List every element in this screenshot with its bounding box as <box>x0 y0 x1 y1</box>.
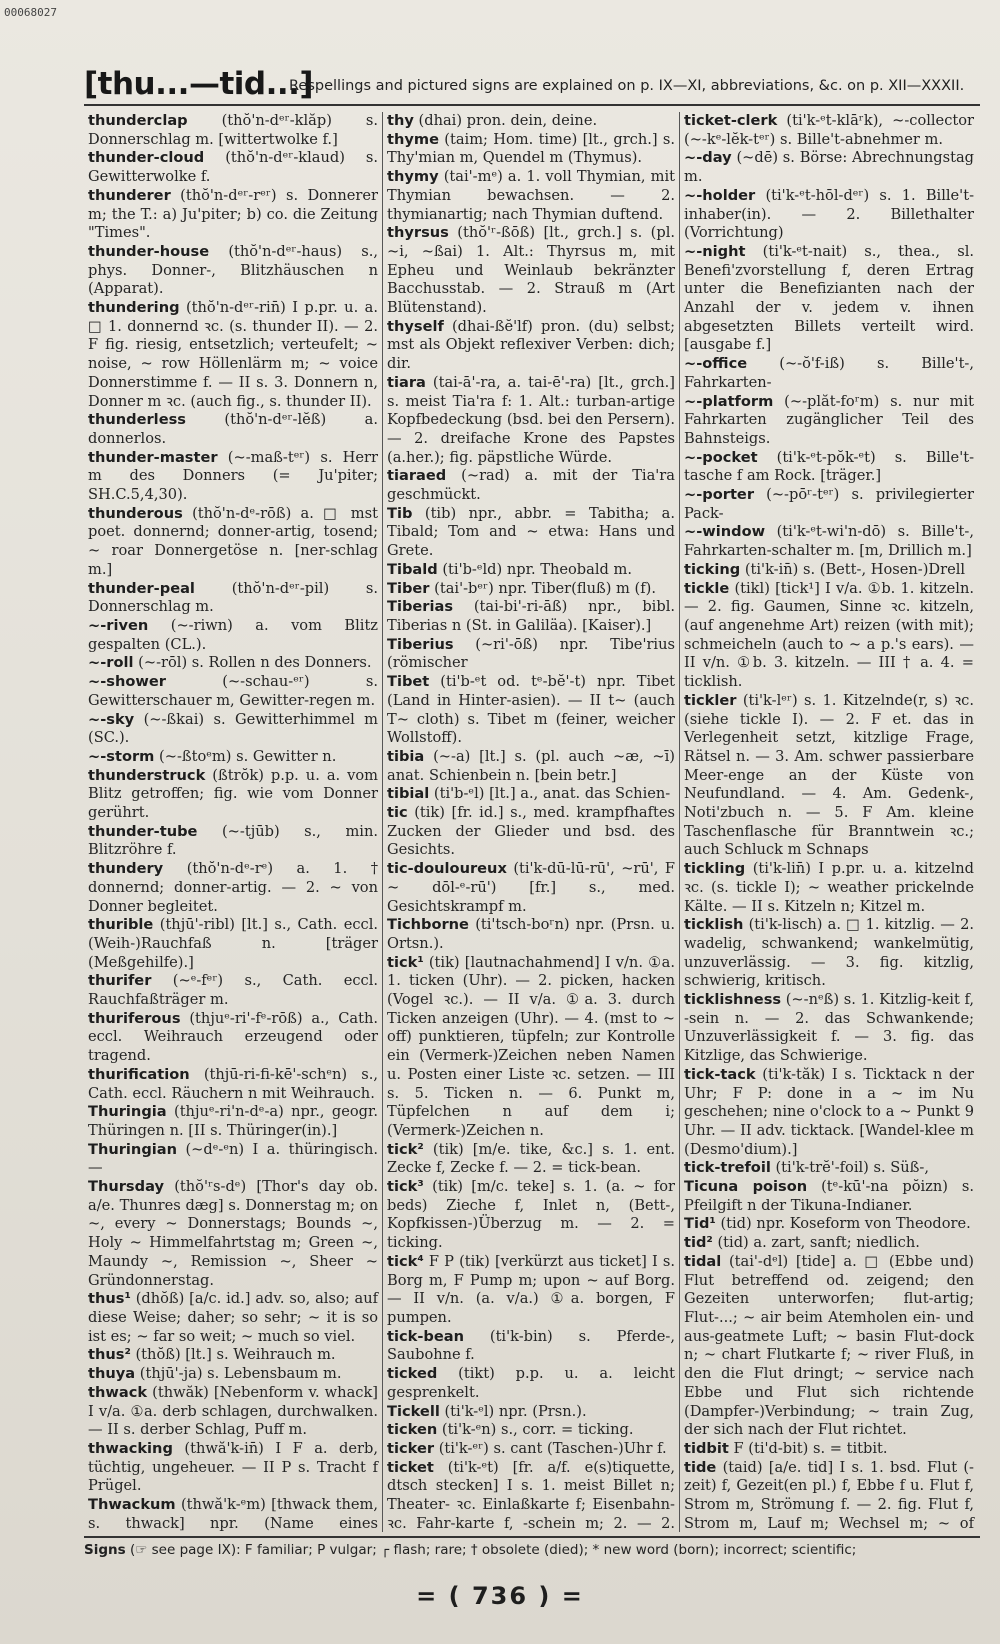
headword: thwack <box>88 1383 148 1401</box>
dictionary-entry <box>387 1421 675 1440</box>
definition: (dhai-ßĕ'lf) pron. (du) selbst; mst als Objekt reflexiver Verben: dich; dir. <box>387 317 675 373</box>
headword: Tibet <box>387 673 430 691</box>
headword: tick⁴ <box>387 1252 424 1270</box>
definition: (tik) [lautnachahmend] I v/n. ①a. 1. ticken (Uhr). — 2. picken, hacken (Vogel ꝛc.). — II v/a. ①a. 3. durch Ticken anzeigen (Uhr). — 4. (mst to ~ off) punktieren, tüpfeln; zur Kontrolle ein (Vermerk-)Zeichen neben Namen u. Posten einer Liste ꝛc. setzen. — III s. 5. Ticken n. — 6. Punkt m, Tüpfelchen n auf dem i; (Vermerk-)Zeichen n. <box>387 953 675 1139</box>
dictionary-entry <box>88 112 378 149</box>
dictionary-entry <box>88 1141 378 1178</box>
definition: (thjuᵉ-ri'-fᵉ-rōß) a., Cath. eccl. Weihrauch erzeugend oder tragend. <box>88 1009 379 1065</box>
footer-rule <box>84 1536 980 1538</box>
dictionary-entry <box>387 804 675 860</box>
definition: (dhai) pron. dein, deine. <box>418 112 598 129</box>
headword: ~-office <box>684 355 748 373</box>
headword: ~-day <box>684 149 732 167</box>
headword: thunderclap <box>88 112 188 129</box>
headword: tibia <box>387 747 425 765</box>
headword: thunder-house <box>88 242 210 260</box>
dictionary-entry <box>88 1290 378 1346</box>
headword: ticked <box>387 1365 438 1383</box>
dictionary-entry <box>684 1440 974 1459</box>
definition: (tai-bi'-ri-āß) npr., bibl. Tiberias n (St. in Galiläa). [Kaiser).] <box>387 598 675 634</box>
headword: thurification <box>88 1065 190 1083</box>
definition: (ti'b-ᵉld) npr. Theobald m. <box>442 560 632 578</box>
headword: Thursday <box>88 1178 164 1196</box>
headword: Thuringian <box>88 1140 178 1158</box>
definition: (thŏ'n-dᵉʳ-rᵉʳ) s. Donnerer m; the T.: a) Ju'piter; b) co. die Zeitung "Times". <box>88 186 378 242</box>
definition: (~-plăt-foʳm) s. nur mit Fahrkarten zugänglicher Teil des Bahnsteigs. <box>684 392 974 447</box>
definition: (thŏ'n-dᵉʳ-lĕß) a. donnerlos. <box>88 411 378 447</box>
headword: thundery <box>88 860 164 878</box>
dictionary-entry <box>88 972 378 1009</box>
headword: thurifer <box>88 972 152 990</box>
dictionary-entry <box>88 1365 378 1384</box>
dictionary-entry <box>88 187 378 243</box>
definition: (dhŏß) [a/c. id.] adv. so, also; auf diese Weise; daher; so sehr; ~ it is so ist es; ~ far so weit; ~ much so viel. <box>88 1290 378 1345</box>
headword: thyrsus <box>387 224 449 242</box>
headword: thymy <box>387 168 439 186</box>
dictionary-entry <box>88 767 378 823</box>
headword: tic <box>387 804 408 822</box>
headword: ticklish <box>684 916 744 934</box>
definition: (ti'k-ᵉt-pŏk-ᵉt) s. Bille't-tasche f am Rock. [träger.] <box>684 448 974 485</box>
definition: (ti'k-in̄) s. (Bett-, Hosen-)Drell <box>744 560 966 578</box>
headword: Tiberias <box>387 598 454 616</box>
definition: (ti'b-ᵉl) [lt.] a., anat. das Schien- <box>433 785 671 803</box>
dictionary-entry <box>88 673 378 710</box>
dictionary-entry <box>88 449 378 505</box>
dictionary-entry <box>387 131 675 168</box>
headword: thundering <box>88 299 180 317</box>
dictionary-entry <box>387 673 675 748</box>
definition: (~-pōʳ-tᵉʳ) s. privilegierter Pack- <box>684 486 974 522</box>
headword: thy <box>387 112 414 129</box>
definition: (ßtrŏk) p.p. u. a. vom Blitz getroffen; fig. wie vom Donner gerührt. <box>88 766 379 822</box>
headword: ~-riven <box>88 616 149 634</box>
page-number: = ( 736 ) = <box>416 1582 584 1610</box>
definition: (ti'tsch-boʳn) npr. (Prsn. u. Ortsn.). <box>387 916 676 952</box>
definition: (thŏ'n-dᵉ-rōß) a. □ mst poet. donnernd; donner-artig, tosend; ~ roar Donnergetöse n. [ner-schlag m.] <box>88 504 379 578</box>
definition: (ti'k-tăk) I s. Ticktack n der Uhr; F P: done in a ~ im Nu geschehen; nine o'clock to a ~ Punkt 9 Uhr. — II adv. ticktack. [Wandel-klee m (Desmo'dium).] <box>684 1065 974 1158</box>
definition: (~-tjūb) s., min. Blitzröhre f. <box>88 822 379 859</box>
definition: (ti'k-bin) s. Pferde-, Saubohne f. <box>387 1327 675 1364</box>
dictionary-entry <box>387 467 675 504</box>
signs-text: see page IX): F familiar; P vulgar; ┌ flash; rare; † obsolete (died); * new word (born); incorrect; scientific; <box>151 1542 857 1558</box>
dictionary-entry <box>684 523 974 560</box>
definition: (~-a) [lt.] s. (pl. auch ~æ, ~ī) anat. Schienbein n. [bein betr.] <box>387 747 675 784</box>
scan-id: 00068027 <box>4 6 57 19</box>
dictionary-entry <box>684 916 974 991</box>
definition: (~-ßtoᵉm) s. Gewitter n. <box>159 747 337 765</box>
signs-legend <box>84 1542 980 1558</box>
dictionary-entry <box>387 505 675 561</box>
dictionary-entry <box>684 112 974 149</box>
dictionary-entry <box>387 954 675 1141</box>
dictionary-entry <box>88 1178 378 1290</box>
dictionary-entry <box>387 1178 675 1253</box>
dictionary-entry <box>684 1159 974 1178</box>
definition: (thŏ'n-dᵉʳ-klăp) s. Donnerschlag m. [wittertwolke f.] <box>88 112 378 148</box>
headword: ticklishness <box>684 991 782 1009</box>
dictionary-entry <box>387 636 675 673</box>
headword: thyme <box>387 130 439 148</box>
definition: (ti'k-ᵉt-wi'n-dō) s. Bille't-, Fahrkarten-schalter m. [m, Drillich m.] <box>684 523 974 560</box>
definition: (taim; Hom. time) [lt., grch.] s. Thy'mian m, Quendel m (Thymus). <box>387 130 676 167</box>
guide-words: [thu...—tid...] <box>84 66 314 102</box>
definition: (tib) npr., abbr. = Tabitha; a. Tibald; Tom and ~ etwa: Hans und Grete. <box>387 504 675 560</box>
headword: tickling <box>684 860 746 878</box>
page-header <box>84 66 984 102</box>
definition: (thŏ'n-dᵉʳ-klaud) s. Gewitterwolke f. <box>88 149 378 186</box>
headword: thus² <box>88 1346 131 1364</box>
dictionary-entry <box>684 580 974 692</box>
headword: Thuringia <box>88 1103 167 1121</box>
definition: (thŏ'ʳs-dᵉ) [Thor's day ob. a/e. Thunres dæg] s. Donnerstag m; on ~, every ~ Donnerstags; Bounds ~, Holy ~ Himmelfahrtstag m; Green ~, Maundy ~, Remission ~, Sheer ~ Gründonnerstag. <box>88 1178 378 1289</box>
headword: tiaraed <box>387 467 447 485</box>
headword: Tid¹ <box>684 1215 716 1233</box>
dictionary-entry <box>88 580 378 617</box>
headword: tibial <box>387 785 430 803</box>
dictionary-entry <box>387 561 675 580</box>
dictionary-entry <box>684 1253 974 1440</box>
headword: Tichborne <box>387 916 469 934</box>
headword: ~-night <box>684 242 746 260</box>
definition: (taid) [a/e. tid] I s. 1. bsd. Flut (-zeit) f, Gezeit(en pl.) f, Ebbe f u. Flut f, Strom m, Strömung f. — 2. fig. Flut f, Strom m, Lauf m; Wechsel m; ~ of <box>684 1458 974 1532</box>
definition: (tᵉ-kū'-na pŏizn) s. Pfeilgift n der Tikuna-Indianer. <box>684 1178 974 1214</box>
dictionary-entry <box>387 374 675 468</box>
definition: (~rad) a. mit der Tia'ra geschmückt. <box>387 467 675 504</box>
definition: (tik) [m/e. tike, &c.] s. 1. ent. Zecke f, Zecke f. — 2. = tick-bean. <box>387 1140 676 1177</box>
headword: ticking <box>684 560 741 578</box>
dictionary-entry <box>387 1440 675 1459</box>
dictionary-entry <box>387 224 675 318</box>
headword: ~-shower <box>88 673 166 691</box>
dictionary-entry <box>88 1103 378 1140</box>
definition: (thŏ'ʳ-ßōß) [lt., grch.] s. (pl. ~i, ~ßai) 1. Alt.: Thyrsus m, mit Epheu und Weinlaub bekränzter Bacchusstab. — 2. Strauß m (Art Blütenstand). <box>387 224 676 317</box>
dictionary-entry <box>684 860 974 916</box>
dictionary-entry <box>88 654 378 673</box>
dictionary-entry <box>387 916 675 953</box>
definition: (tikt) p.p. u. a. leicht gesprenkelt. <box>387 1365 676 1401</box>
headword: tiara <box>387 373 426 391</box>
definition: (ti'k-ᵉn) s., corr. = ticking. <box>441 1421 634 1439</box>
dictionary-entry <box>88 1384 378 1440</box>
headword: tide <box>684 1458 717 1476</box>
headword: thunder-peal <box>88 579 195 597</box>
dictionary-entry <box>387 785 675 804</box>
dictionary-entry <box>88 860 378 916</box>
definition: (~-maß-tᵉʳ) s. Herr m des Donners (= Ju'piter; SH.C.5,4,30). <box>88 448 378 504</box>
dictionary-entry <box>387 112 675 131</box>
definition: (thŏ'n-dᵉʳ-rin̄) I p.pr. u. a. □ 1. donnernd ꝛc. (s. thunder II). — 2. F fig. riesig, entsetzlich; verteufelt; ~ noise, ~ row Höllenlärm m; ~ voice Donnerstimme f. — II s. 3. Donnern n, Donner m ꝛc. (auch fig., s. thunder II). <box>88 299 378 410</box>
definition: (tid) npr. Koseform von Theodore. <box>720 1215 971 1233</box>
headword: tick¹ <box>387 953 424 971</box>
header-rule <box>84 104 980 106</box>
dictionary-entry <box>88 748 378 767</box>
dictionary-entry <box>88 411 378 448</box>
headword: tic-douloureux <box>387 860 507 878</box>
dictionary-entry <box>88 1066 378 1103</box>
definition: (tik) [fr. id.] s., med. krampfhaftes Zucken der Glieder und bsd. des Gesichts. <box>387 804 675 859</box>
headword: ~-roll <box>88 654 134 672</box>
definition: (thwăk) [Nebenform v. whack] I v/a. ①a. derb schlagen, durchwalken. — II s. derber Schlag, Puff m. <box>88 1383 378 1439</box>
dictionary-entry <box>88 1496 378 1532</box>
definition: (thwă'k-in̄) I F a. derb, tüchtig, ungeheuer. — II P s. Tracht f Prügel. <box>88 1439 378 1495</box>
dictionary-entry <box>88 505 378 580</box>
dictionary-entry <box>684 187 974 243</box>
definition: (tik) [m/c. teke] s. 1. (a. ~ for beds) Zieche f, Inlet n, (Bett-, Kopfkissen-)Überzug m. — 2. = ticking. <box>387 1178 675 1252</box>
headword: tickler <box>684 691 737 709</box>
dictionary-entry <box>88 1346 378 1365</box>
headword: tidal <box>684 1252 722 1270</box>
headword: thunder-tube <box>88 822 198 840</box>
definition: (tai-ā'-ra, a. tai-ē'-ra) [lt., grch.] s. meist Tia'ra f: 1. Alt.: turban-artige Kopfbedeckung (bsd. bei den Persern). — 2. dreifache Krone des Papstes (a.her.); fig. päpstliche Würde. <box>387 373 675 466</box>
headword: Tickell <box>387 1402 440 1420</box>
headword: thuriferous <box>88 1009 181 1027</box>
dictionary-entry <box>387 598 675 635</box>
definition: (ti'k-lin̄) I p.pr. u. a. kitzelnd ꝛc. (s. tickle I); ~ weather prickelnde Kälte. — II s. Kitzeln n; Kitzel m. <box>684 860 975 915</box>
headword: thunder-master <box>88 448 218 466</box>
headword: tid² <box>684 1234 713 1252</box>
headword: thus¹ <box>88 1290 131 1308</box>
column-left <box>84 112 382 1532</box>
definition: (tikl) [tick¹] I v/a. ①b. 1. kitzeln. — 2. fig. Gaumen, Sinne ꝛc. kitzeln, (auf angenehme Art) reizen (with mit); schmeicheln (auch to ~ a p.'s ears). — II v/n. ①b. 3. kitzeln. — III † a. 4. = ticklish. <box>684 579 975 691</box>
dictionary-entry <box>684 1234 974 1253</box>
dictionary-entry <box>88 823 378 860</box>
definition: (ti'k-ᵉt-hōl-dᵉʳ) s. 1. Bille't-inhaber(in). — 2. Billethalter (Vorrichtung) <box>684 186 974 242</box>
dictionary-entry <box>387 1403 675 1422</box>
dictionary-entry <box>684 149 974 186</box>
headword: tickle <box>684 579 730 597</box>
column-right <box>680 112 978 1532</box>
definition: (thjuᵉ-ri'n-dᵉ-a) npr., geogr. Thüringen n. [II s. Thüringer(in).] <box>88 1103 379 1139</box>
headword: tick-trefoil <box>684 1159 771 1177</box>
signs-label: Signs <box>84 1542 126 1558</box>
headword: thunder-cloud <box>88 149 205 167</box>
definition: (ti'k-ᵉl) npr. (Prsn.). <box>444 1402 587 1420</box>
definition: (thŏ'n-dᵉ-rᵉ) a. 1. † donnernd; donner-artig. — 2. ~ von Donner begleitet. <box>88 860 379 915</box>
headword: ~-holder <box>684 186 756 204</box>
headword: Tiberius <box>387 635 454 653</box>
definition: (thjū'-ribl) [lt.] s., Cath. eccl. (Weih-)Rauchfaß n. [träger (Meßgehilfe).] <box>88 916 378 971</box>
header-note: Respellings and pictured signs are explained on p. IX—XI, abbreviations, &c. on p. XII—XXXII. <box>289 78 965 94</box>
headword: thwacking <box>88 1439 173 1457</box>
definition: (thwă'k-ᵉm) [thwack them, s. thwack] npr. (Name eines <box>88 1496 379 1532</box>
dictionary-entry <box>684 449 974 486</box>
headword: ticket-clerk <box>684 112 778 129</box>
definition: (ti'k-lᵉʳ) s. 1. Kitzelnde(r, s) ꝛc. (siehe tickle I). — 2. F et. das in Verlegenheit setzt, kitzlige Frage, Rätsel n. — 3. Am. schwer passierbare Meer-enge an der Küste von Neufundland. — 4. Am. Gedenk-, Noti'zbuch n. — 5. F Am. kleine Taschenflasche für Branntwein ꝛc.; auch Schluck m Schnaps <box>684 691 974 859</box>
dictionary-entry <box>684 991 974 1066</box>
definition: (~ri'-ōß) npr. Tibe'rius (römischer <box>387 635 675 672</box>
dictionary-entry <box>684 393 974 449</box>
headword: ~-porter <box>684 486 755 504</box>
definition: (~-schau-ᵉʳ) s. Gewitterschauer m, Gewitter-regen m. <box>88 673 379 709</box>
dictionary-entry <box>684 1215 974 1234</box>
definition: (tid) a. zart, sanft; niedlich. <box>717 1234 920 1252</box>
definition: (ti'k-lisch) a. □ 1. kitzlig. — 2. wadelig, schwankend; wankelmütig, unzuverlässig. — 3. fig. kitzlig, schwierig, kritisch. <box>684 916 974 990</box>
headword: ticker <box>387 1439 435 1457</box>
dictionary-entry <box>684 1178 974 1215</box>
dictionary-entry <box>387 748 675 785</box>
dictionary-entry <box>387 1459 675 1532</box>
headword: thurible <box>88 916 154 934</box>
definition: (ti'k-ᵉʳ) s. cant (Taschen-)Uhr f. <box>438 1439 667 1457</box>
headword: thyself <box>387 317 444 335</box>
definition: (~-ßkai) s. Gewitterhimmel m (SC.). <box>88 710 379 747</box>
dictionary-entry <box>387 168 675 224</box>
definition: (~-nᵉß) s. 1. Kitzlig-keit f, -sein n. — 2. das Schwankende; Unzuverlässigkeit f. — 3. fig. das Kitzlige, das Schwierige. <box>684 991 974 1065</box>
definition: (tai'-bᵉʳ) npr. Tiber(fluß) m (f). <box>434 579 656 597</box>
definition: (thŏß) [lt.] s. Weihrauch m. <box>135 1346 336 1364</box>
headword: thunderstruck <box>88 766 206 784</box>
definition: (~-ŏ'f-iß) s. Bille't-, Fahrkarten- <box>684 355 975 391</box>
headword: tick² <box>387 1140 424 1158</box>
definition: (~-riwn) a. vom Blitz gespalten (CL.). <box>88 616 378 653</box>
dictionary-entry <box>684 1066 974 1160</box>
definition: (tai'-dᵉl) [tide] a. □ (Ebbe und) Flut betreffend od. zeigend; den Gezeiten unterworfen; flut-artig; Flut-...; ~ air beim Atemholen ein- und aus-geatmete Luft; ~ basin Flut-dock n; ~ chart Flutkarte f; ~ river Fluß, in den die Flut dringt; ~ service nach Ebbe und Flut sich richtende (Dampfer-)Verbindung; ~ train Zug, der sich nach der Flut richtet. <box>684 1252 975 1439</box>
dictionary-entry <box>684 1459 974 1532</box>
dictionary-entry <box>88 711 378 748</box>
definition: (ti'k-dū-lū-rū', ~rū', F ~ dōl-ᵉ-rū') [fr.] s., med. Gesichtskrampf m. <box>387 860 676 915</box>
definition: (thjū'-ja) s. Lebensbaum m. <box>139 1365 342 1383</box>
headword: thuya <box>88 1365 136 1383</box>
dictionary-entry <box>387 1253 675 1328</box>
dictionary-entry <box>684 355 974 392</box>
entry-columns <box>84 112 980 1532</box>
headword: tidbit <box>684 1439 729 1457</box>
definition: (ti'k-ᵉt-klāʳk), ~-collector (~-kᵉ-lĕk-tᵉʳ) s. Bille't-abnehmer m. <box>684 112 974 148</box>
definition: (thŏ'n-dᵉʳ-pil) s. Donnerschlag m. <box>88 579 378 616</box>
definition: (~-rōl) s. Rollen n des Donners. <box>138 654 372 672</box>
headword: ~-pocket <box>684 448 758 466</box>
definition: (ti'b-ᵉt od. tᵉ-bĕ'-t) npr. Tibet (Land in Hinter-asien). — II t~ (auch T~ cloth) s. Tibet m (feiner, weicher Wollstoff). <box>387 673 675 747</box>
dictionary-entry <box>387 580 675 599</box>
headword: ~-platform <box>684 392 774 410</box>
headword: thunderer <box>88 186 171 204</box>
headword: Thwackum <box>88 1496 176 1514</box>
definition: (~dē) s. Börse: Abrechnungstag m. <box>684 149 975 186</box>
dictionary-entry <box>387 318 675 374</box>
dictionary-entry <box>88 1440 378 1496</box>
dictionary-entry <box>88 916 378 972</box>
dictionary-entry <box>88 149 378 186</box>
dictionary-entry <box>684 243 974 355</box>
dictionary-entry <box>88 299 378 411</box>
definition: (ti'k-trĕ'-foil) s. Süß-, <box>775 1159 929 1177</box>
dictionary-entry <box>88 1010 378 1066</box>
dictionary-entry <box>88 243 378 299</box>
definition: (ti'k-ᵉt) [fr. a/f. e(s)tiquette, dtsch stecken] I s. 1. meist Billet n; Theater- ꝛc. Einlaßkarte f; Eisenbahn- ꝛc. Fahr-karte f, -schein m; 2. — 2. <box>387 1458 675 1532</box>
definition: F P (tik) [verkürzt aus ticket] I s. Borg m, F Pump m; upon ~ auf Borg. — II v/n. (a. v/a.) ①a. borgen, F pumpen. <box>387 1252 676 1326</box>
headword: tick-bean <box>387 1327 464 1345</box>
headword: ~-storm <box>88 747 155 765</box>
headword: thunderless <box>88 411 186 429</box>
headword: Tibald <box>387 560 438 578</box>
definition: F (ti'd-bit) s. = titbit. <box>733 1439 888 1457</box>
dictionary-entry <box>387 1141 675 1178</box>
dictionary-entry <box>684 692 974 860</box>
dictionary-entry <box>684 486 974 523</box>
dictionary-entry <box>387 1365 675 1402</box>
headword: tick-tack <box>684 1065 756 1083</box>
headword: tick³ <box>387 1178 424 1196</box>
definition: (ti'k-ᵉt-nait) s., thea., sl. Benefi'zvorstellung f, deren Ertrag unter die Benefizianten nach der Anzahl der v. jedem v. ihnen abgesetzten Billets verteilt wird. [ausgabe f.] <box>684 242 975 354</box>
headword: ~-sky <box>88 710 135 728</box>
headword: ticket <box>387 1458 434 1476</box>
headword: thunderous <box>88 504 183 522</box>
headword: ~-window <box>684 523 766 541</box>
definition: (~ᵉ-fᵉʳ) s., Cath. eccl. Rauchfaßträger m. <box>88 972 379 1009</box>
dictionary-entry <box>88 617 378 654</box>
dictionary-entry <box>684 561 974 580</box>
definition: (~dᵉ-ᵉn) I a. thüringisch. — <box>88 1140 378 1177</box>
definition: (thŏ'n-dᵉʳ-haus) s., phys. Donner-, Blitzhäuschen n (Apparat). <box>88 242 378 298</box>
headword: ticken <box>387 1421 438 1439</box>
dictionary-entry <box>387 1328 675 1365</box>
headword: Ticuna poison <box>684 1178 808 1196</box>
dictionary-entry <box>387 860 675 916</box>
definition: (thjū-ri-fi-kē'-schᵉn) s., Cath. eccl. Räuchern n mit Weihrauch. <box>88 1065 378 1102</box>
headword: Tib <box>387 504 413 522</box>
headword: Tiber <box>387 579 430 597</box>
pointing-hand-icon: (☞ <box>129 1542 152 1558</box>
definition: (tai'-mᵉ) a. 1. voll Thymian, mit Thymian bewachsen. — 2. thymianartig; nach Thymian duftend. <box>387 168 675 223</box>
column-middle <box>382 112 680 1532</box>
